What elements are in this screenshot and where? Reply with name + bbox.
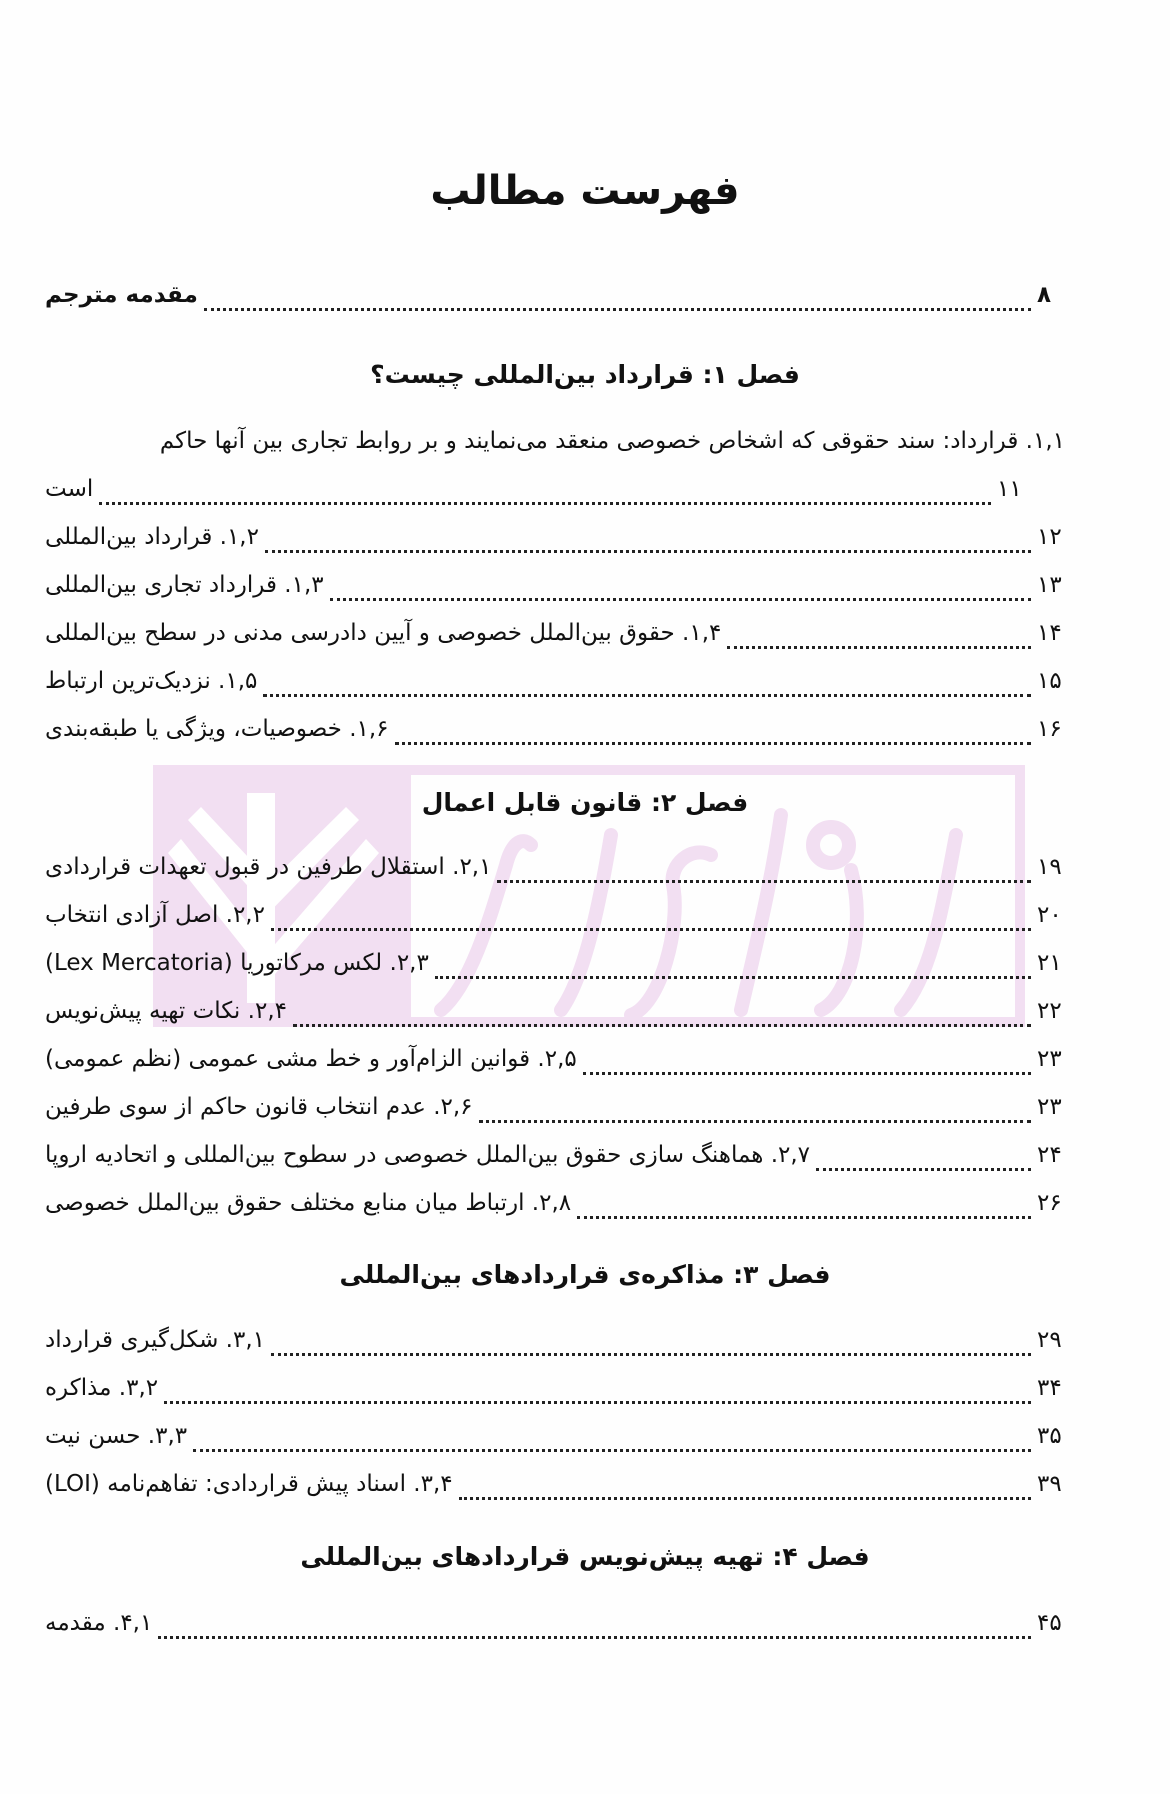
toc-entry-label: ۱,۳. قرارداد تجاری بین‌المللی (45, 572, 324, 598)
toc-page-number: ۱۴ (1037, 620, 1062, 646)
dot-leader (816, 1168, 1031, 1171)
toc-entry-label: ۲,۳. لکس مرکاتوریا (Lex Mercatoria) (45, 950, 429, 976)
toc-entry-label: ۲,۴. نکات تهیه پیش‌نویس (45, 998, 287, 1024)
toc-entry-3-1[interactable] (45, 1327, 1065, 1367)
toc-page-number: ۳۵ (1037, 1423, 1062, 1449)
dot-leader (193, 1449, 1031, 1452)
toc-page-number: ۲۴ (1037, 1142, 1062, 1168)
toc-entry-2-6[interactable] (45, 1094, 1065, 1134)
toc-entry-1-6[interactable] (45, 716, 1065, 756)
toc-entry-label: ۳,۱. شکل‌گیری قرارداد (45, 1327, 265, 1353)
dot-leader (727, 646, 1031, 649)
toc-entry-2-1[interactable] (45, 854, 1065, 894)
toc-entry-label: ۲,۱. استقلال طرفین در قبول تعهدات قراردادی (45, 854, 492, 880)
toc-entry-3-4[interactable] (45, 1471, 1065, 1511)
dot-leader (395, 742, 1031, 745)
toc-page-number: ۲۹ (1037, 1327, 1062, 1353)
toc-page-number: ۳۹ (1037, 1471, 1062, 1497)
dot-leader (435, 976, 1031, 979)
toc-entry-label: ۱,۵. نزدیک‌ترین ارتباط (45, 668, 258, 694)
toc-entry-2-3[interactable] (45, 950, 1065, 990)
toc-entry-1-3[interactable] (45, 572, 1065, 612)
toc-page-number: ۱۵ (1037, 668, 1062, 694)
toc-entry-label: ۲,۲. اصل آزادی انتخاب (45, 902, 265, 928)
toc-entry-label: ۳,۳. حسن نیت (45, 1423, 188, 1449)
toc-entry-3-3[interactable] (45, 1423, 1065, 1463)
toc-page-number: ۱۲ (1037, 524, 1062, 550)
toc-entry-label: ۱,۲. قرارداد بین‌المللی (45, 524, 259, 550)
toc-entry-2-5[interactable] (45, 1046, 1065, 1086)
dot-leader (583, 1072, 1031, 1075)
toc-entry-label: ۲,۸. ارتباط میان منابع مختلف حقوق بین‌الملل خصوصی (45, 1190, 572, 1216)
chapter-heading-1: فصل ۱: قرارداد بین‌المللی چیست؟ (370, 360, 800, 389)
chapter-heading-4: فصل ۴: تهیه پیش‌نویس قراردادهای بین‌المللی (300, 1542, 870, 1571)
toc-page-number: ۱۹ (1037, 854, 1062, 880)
toc-page-number: ۱۱ (997, 476, 1022, 502)
toc-entry-4-1[interactable] (45, 1610, 1065, 1650)
toc-entry-label: ۲,۶. عدم انتخاب قانون حاکم از سوی طرفین (45, 1094, 473, 1120)
dot-leader (459, 1497, 1031, 1500)
dot-leader (330, 598, 1031, 601)
toc-page-number: ۲۰ (1037, 902, 1062, 928)
dot-leader (99, 502, 991, 505)
dot-leader (158, 1636, 1031, 1639)
toc-page-number: ۱۳ (1037, 572, 1062, 598)
toc-entry-label: است (45, 476, 94, 502)
toc-entry-label: مقدمه مترجم (45, 282, 198, 308)
toc-entry-1-2[interactable] (45, 524, 1065, 564)
toc-entry-1-4[interactable] (45, 620, 1065, 660)
page-title: فهرست مطالب (430, 168, 740, 214)
dot-leader (271, 928, 1031, 931)
toc-page-number: ۱۶ (1037, 716, 1062, 742)
toc-page-number: ۲۳ (1037, 1046, 1062, 1072)
dot-leader (479, 1120, 1031, 1123)
dot-leader (293, 1024, 1031, 1027)
toc-entry-label: ۱,۴. حقوق بین‌الملل خصوصی و آیین دادرسی مدنی در سطح بین‌المللی (45, 620, 722, 646)
toc-entry-1-5[interactable] (45, 668, 1065, 708)
dot-leader (164, 1401, 1031, 1404)
toc-page-number: ۳۴ (1037, 1375, 1062, 1401)
toc-entry-intro[interactable] (45, 282, 1065, 322)
toc-entry-2-7[interactable] (45, 1142, 1065, 1182)
toc-entry-label: ۳,۴. اسناد پیش قراردادی: تفاهم‌نامه (LOI) (45, 1471, 453, 1497)
toc-entry-label: ۴,۱. مقدمه (45, 1610, 153, 1636)
dot-leader (204, 308, 1031, 311)
toc-page-number: ۸ (1037, 282, 1052, 308)
toc-entry-label: ۲,۷. هماهنگ سازی حقوق بین‌الملل خصوصی در سطوح بین‌المللی و اتحادیه اروپا (45, 1142, 811, 1168)
chapter-heading-2: فصل ۲: قانون قابل اعمال (421, 788, 749, 817)
toc-entry-2-2[interactable] (45, 902, 1065, 942)
dot-leader (497, 880, 1031, 883)
toc-entry-label: ۳,۲. مذاکره (45, 1375, 159, 1401)
toc-entry-2-4[interactable] (45, 998, 1065, 1038)
toc-page-number: ۴۵ (1037, 1610, 1062, 1636)
dot-leader (263, 694, 1031, 697)
toc-page-number: ۲۲ (1037, 998, 1062, 1024)
toc-entry-2-8[interactable] (45, 1190, 1065, 1230)
toc-page-number: ۲۳ (1037, 1094, 1062, 1120)
toc-entry-1-1-line1[interactable]: ۱,۱. قرارداد: سند حقوقی که اشخاص خصوصی منعقد می‌نمایند و بر روابط تجاری بین آنها حاکم (159, 428, 1065, 454)
toc-entry-label: ۲,۵. قوانین الزام‌آور و خط مشی عمومی (نظم عمومی) (45, 1046, 577, 1072)
toc-page-number: ۲۱ (1037, 950, 1062, 976)
toc-entry-label: ۱,۶. خصوصیات، ویژگی یا طبقه‌بندی (45, 716, 389, 742)
dot-leader (577, 1216, 1031, 1219)
toc-entry-1-1[interactable] (45, 476, 1025, 516)
dot-leader (271, 1353, 1031, 1356)
toc-page-number: ۲۶ (1037, 1190, 1062, 1216)
chapter-heading-3: فصل ۳: مذاکره‌ی قراردادهای بین‌المللی (339, 1260, 831, 1289)
dot-leader (265, 550, 1031, 553)
toc-entry-3-2[interactable] (45, 1375, 1065, 1415)
